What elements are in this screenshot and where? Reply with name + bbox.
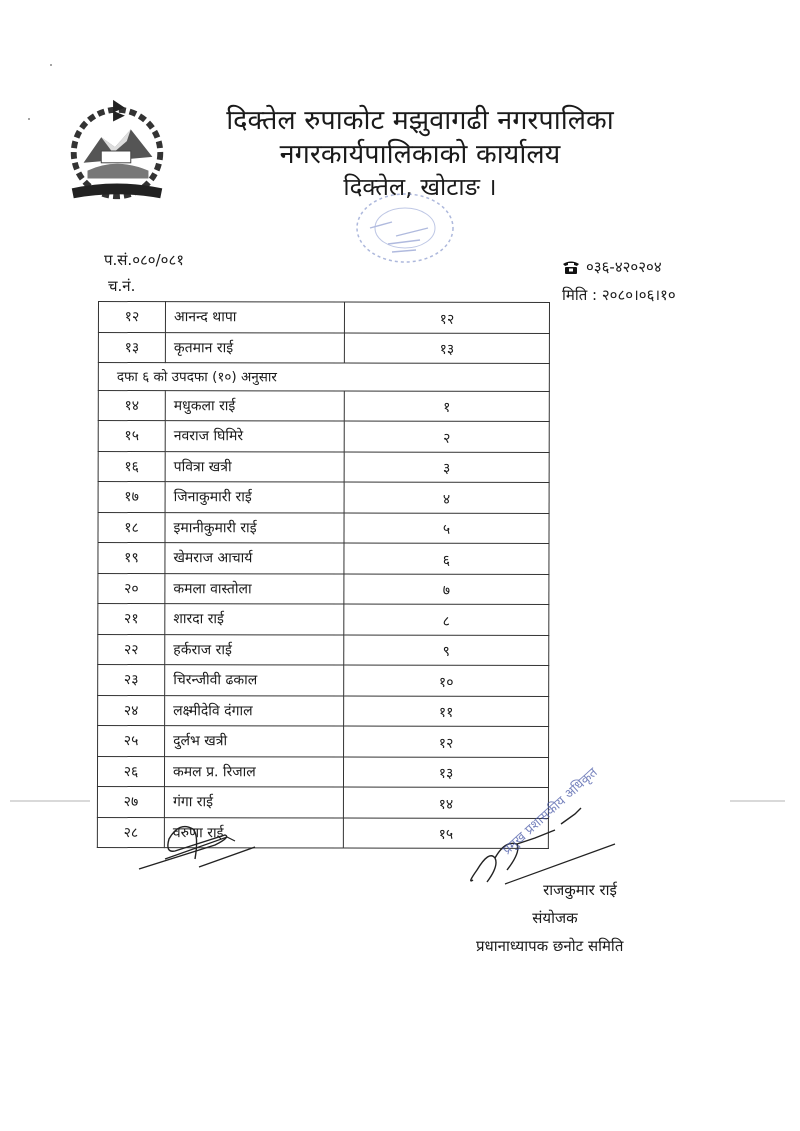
rank-cell: १ xyxy=(344,391,549,422)
letter-date: मिति : २०८०।०६।१० xyxy=(562,286,676,304)
candidate-name-cell: मधुकला राई xyxy=(165,390,344,421)
table-row xyxy=(98,726,549,757)
table-row xyxy=(98,421,549,452)
table-row xyxy=(98,573,549,604)
candidate-name-cell: गंगा राई xyxy=(164,787,343,818)
table-row xyxy=(98,302,549,333)
rank-cell: २ xyxy=(344,421,549,452)
serial-number-cell: १४ xyxy=(98,390,165,421)
table-row xyxy=(98,543,549,574)
office-address: दिक्तेल, खोटाङ । xyxy=(343,173,497,201)
phone-number xyxy=(562,257,662,277)
serial-number-cell: १२ xyxy=(98,302,165,333)
municipality-name: दिक्तेल रुपाकोट मझुवागढी नगरपालिका xyxy=(226,105,614,136)
section-row xyxy=(98,363,549,391)
candidate-name-cell: जिनाकुमारी राई xyxy=(165,482,344,513)
rank-cell: १० xyxy=(344,665,549,696)
candidate-name-cell: लक्ष्मीदेवि दंगाल xyxy=(165,695,344,726)
rank-cell: १४ xyxy=(343,787,548,818)
phone-value: ०३६-४२०२०४ xyxy=(586,258,662,276)
table-row xyxy=(98,332,549,363)
candidate-name-cell: खेमराज आचार्य xyxy=(165,543,344,574)
candidate-name-cell: आनन्द थापा xyxy=(165,302,344,333)
candidate-name-cell: चिरन्जीवी ढकाल xyxy=(165,665,344,696)
table-row xyxy=(98,665,549,696)
table-row xyxy=(98,451,549,482)
nepal-government-emblem-icon xyxy=(58,92,176,210)
table-row xyxy=(98,604,549,635)
serial-number-cell: २० xyxy=(98,573,165,604)
serial-number-cell: २१ xyxy=(98,604,165,635)
rank-cell: ९ xyxy=(344,635,549,666)
candidate-name-cell: शारदा राई xyxy=(165,604,344,635)
official-designation-stamp: प्रमुख प्रशासकीय अधिकृत xyxy=(499,765,601,858)
candidate-name-cell: दुर्लभ खत्री xyxy=(165,726,344,757)
serial-number-cell: १५ xyxy=(98,421,165,452)
scan-speck xyxy=(50,64,52,66)
rank-cell: ८ xyxy=(344,604,549,635)
section-heading: दफा ६ को उपदफा (१०) अनुसार xyxy=(98,363,549,391)
table-row xyxy=(98,695,549,726)
rank-cell: १३ xyxy=(344,333,549,364)
serial-number-cell: २२ xyxy=(98,634,165,665)
rank-cell: ११ xyxy=(344,696,549,727)
rank-cell: १२ xyxy=(344,302,549,333)
rank-cell: ३ xyxy=(344,452,549,483)
rank-cell: १२ xyxy=(344,726,549,757)
candidate-table xyxy=(97,301,550,849)
reference-number: प.सं.०८०/०८१ xyxy=(104,251,185,269)
candidate-name-cell: कमला वास्तोला xyxy=(165,573,344,604)
table-row xyxy=(98,482,549,513)
rank-cell: ६ xyxy=(344,543,549,574)
candidate-name-cell: नवराज घिमिरे xyxy=(165,421,344,452)
rank-cell: १५ xyxy=(343,818,548,849)
candidate-name-cell: वरुणा राई xyxy=(164,817,343,848)
scan-speck xyxy=(28,118,30,120)
table-row xyxy=(98,634,549,665)
candidate-name-cell: कृतमान राई xyxy=(165,332,344,363)
serial-number-cell: १६ xyxy=(98,451,165,482)
candidate-name-cell: हर्कराज राई xyxy=(165,634,344,665)
table-row xyxy=(97,756,548,787)
scan-artifact xyxy=(730,800,785,802)
serial-number-cell: २५ xyxy=(98,726,165,757)
serial-number-cell: २७ xyxy=(97,787,164,818)
rank-cell: ७ xyxy=(344,574,549,605)
telephone-icon xyxy=(562,260,580,274)
candidate-name-cell: इमानीकुमारी राई xyxy=(165,512,344,543)
left-signature-icon xyxy=(135,815,265,875)
candidate-name-cell: पवित्रा खत्री xyxy=(165,451,344,482)
serial-number-cell: २८ xyxy=(97,817,164,848)
office-name: नगरकार्यपालिकाको कार्यालय xyxy=(279,139,561,170)
table-row xyxy=(98,390,549,421)
committee-name: प्रधानाध्यापक छनोट समिति xyxy=(476,937,624,955)
serial-number-cell: १९ xyxy=(98,543,165,574)
signatory-role: संयोजक xyxy=(532,909,578,927)
office-seal-icon xyxy=(340,188,470,278)
serial-number-cell: १७ xyxy=(98,482,165,513)
table-row xyxy=(98,512,549,543)
serial-number-cell: २६ xyxy=(97,756,164,787)
dispatch-number-label: च.नं. xyxy=(108,277,136,295)
scan-artifact xyxy=(10,800,90,802)
candidate-name-cell: कमल प्र. रिजाल xyxy=(164,756,343,787)
serial-number-cell: २४ xyxy=(98,695,165,726)
signatory-name: राजकुमार राई xyxy=(543,881,617,899)
serial-number-cell: १८ xyxy=(98,512,165,543)
rank-cell: ४ xyxy=(344,482,549,513)
rank-cell: १३ xyxy=(343,757,548,788)
serial-number-cell: १३ xyxy=(98,332,165,363)
serial-number-cell: २३ xyxy=(98,665,165,696)
rank-cell: ५ xyxy=(344,513,549,544)
